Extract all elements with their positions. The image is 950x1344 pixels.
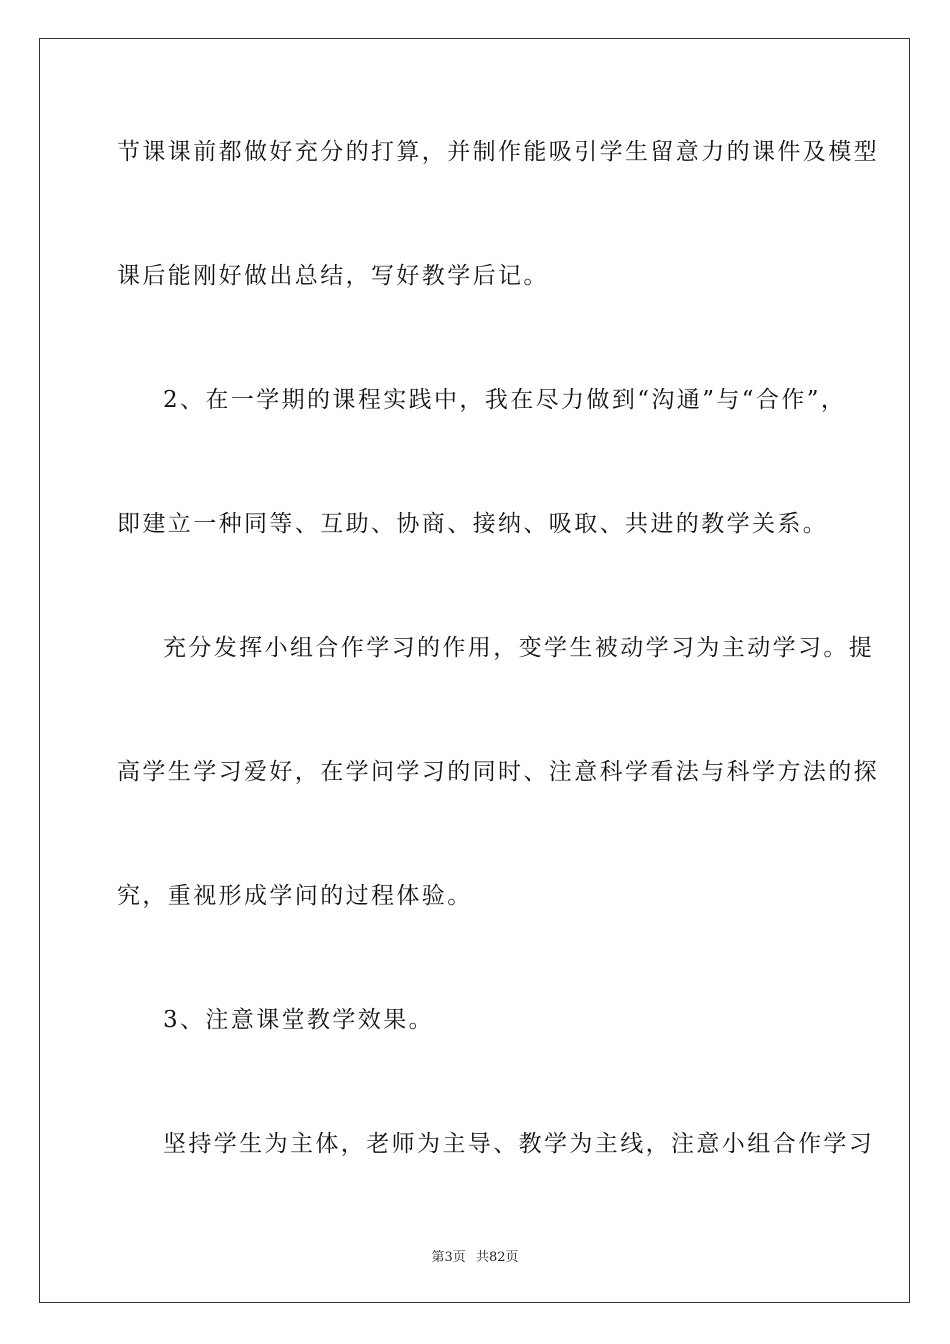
- page-border: [39, 38, 910, 1303]
- text-line-7: 究，重视形成学问的过程体验。: [117, 883, 473, 909]
- text-line-2: 课后能刚好做出总结，写好教学后记。: [117, 263, 549, 289]
- text-line-8: 3、注意课堂教学效果。: [163, 1007, 435, 1033]
- text-line-3: 2、在一学期的课程实践中，我在尽力做到“沟通”与“合作”，: [163, 387, 847, 413]
- text-line-5: 充分发挥小组合作学习的作用，变学生被动学习为主动学习。提: [163, 635, 875, 661]
- text-line-6: 高学生学习爱好，在学问学习的同时、注意科学看法与科学方法的探: [117, 759, 879, 785]
- page-total: 共82页: [475, 1250, 519, 1265]
- page-footer: [0, 1246, 950, 1265]
- text-line-4: 即建立一种同等、互助、协商、接纳、吸取、共进的教学关系。: [117, 511, 829, 537]
- text-line-9: 坚持学生为主体，老师为主导、教学为主线，注意小组合作学习: [163, 1131, 875, 1157]
- text-line-1: 节课课前都做好充分的打算，并制作能吸引学生留意力的课件及模型: [117, 139, 879, 165]
- page-number: 第3页: [431, 1250, 466, 1265]
